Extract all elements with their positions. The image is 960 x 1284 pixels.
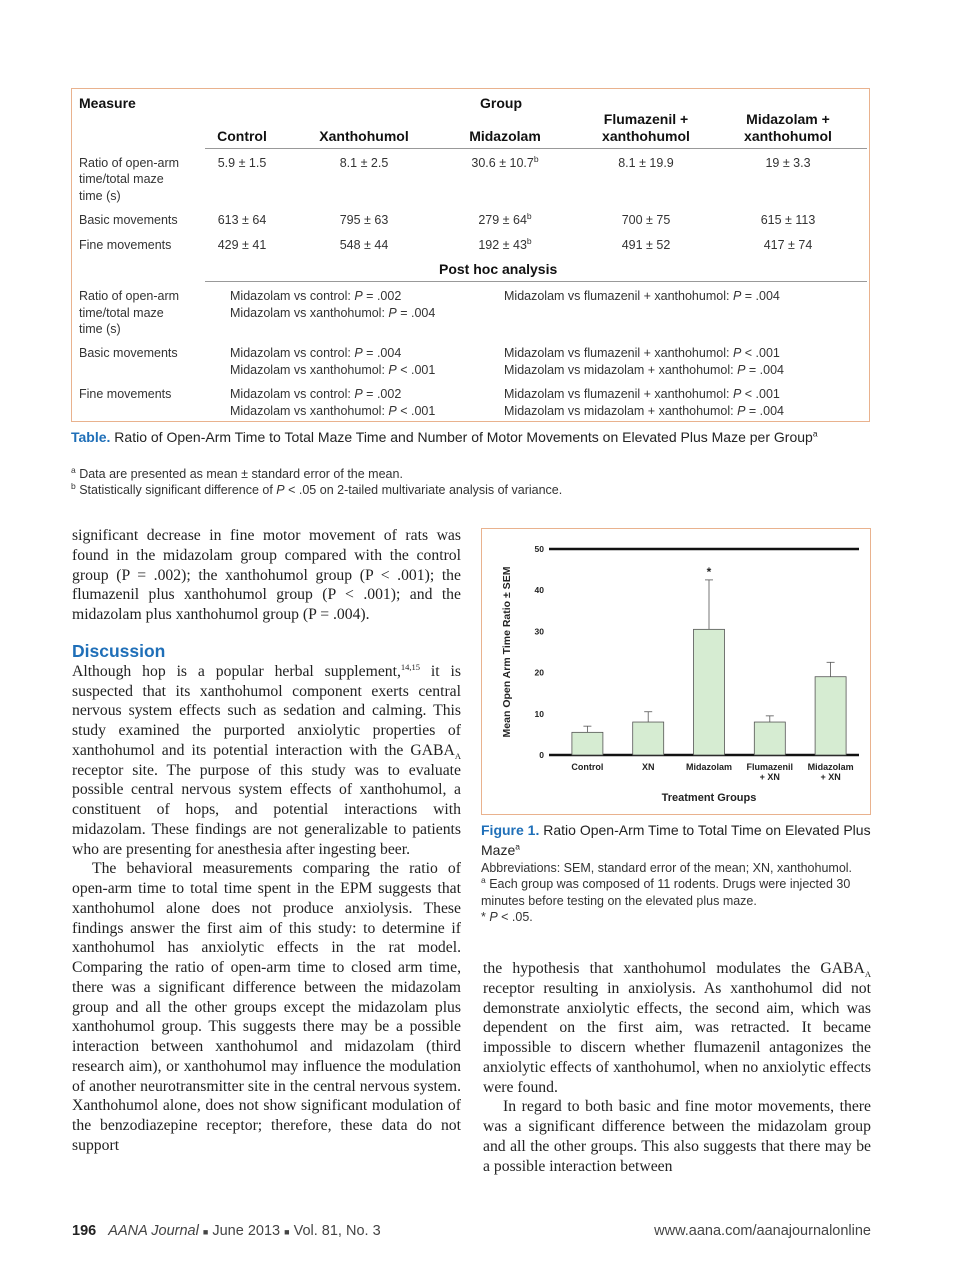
journal-url[interactable]: www.aana.com/aanajournalonline <box>654 1223 871 1239</box>
table-cell: 8.1 ± 19.9 <box>618 156 674 170</box>
table-cell: 613 ± 64 <box>217 213 267 227</box>
table-cell: 5.9 ± 1.5 <box>217 156 267 170</box>
x-axis-label: Treatment Groups <box>661 792 757 804</box>
posthoc-text: Midazolam vs control: P = .004 <box>230 346 402 360</box>
row-label-basic: Basic movements <box>79 213 178 227</box>
posthoc-text: Midazolam vs flumazenil + xanthohumol: P = .004 <box>504 289 780 303</box>
x-tick-label: XN <box>641 762 655 772</box>
paragraph: significant decrease in fine motor movement of rats was found in the midazolam group compared with the control group (P = .002); the xanthohumol group (P < .001); the flumazenil plus xanthohumol group (P < .001); and the midazolam plus xanthohumol group (P = .004). <box>72 527 461 623</box>
issue-date: June 2013 <box>212 1223 281 1239</box>
significance-marker: * <box>706 564 712 579</box>
table-footnote-a: $^a$ Data are presented as mean ± standard error of the mean. <box>71 464 403 481</box>
posthoc-text: Midazolam vs midazolam + xanthohumol: P = .004 <box>504 363 785 377</box>
left-column <box>72 526 461 1156</box>
cell-value: 30.6 ± 10.7 <box>471 156 534 170</box>
y-tick-label: 30 <box>534 626 544 637</box>
table-cell: 491 ± 52 <box>621 238 671 252</box>
results-table <box>71 88 870 422</box>
journal-name: AANA Journal <box>108 1223 199 1239</box>
y-tick-label: 20 <box>534 667 544 678</box>
posthoc-label-ratio-3: time (s) <box>79 322 121 336</box>
posthoc-label-fine: Fine movements <box>79 387 172 401</box>
posthoc-text: Midazolam vs flumazenil + xanthohumol: P < .001 <box>504 346 780 360</box>
bar <box>572 732 603 755</box>
table-cell: 548 ± 44 <box>339 238 389 252</box>
bar <box>815 677 846 755</box>
figure-caption-title: Ratio Open-Arm Time to Total Time on Elevated Plus Maze <box>481 822 871 858</box>
bar-chart <box>482 529 869 813</box>
table-caption: Table. Ratio of Open-Arm Time to Total Maze Time and Number of Motor Movements on Elevated Plus Maze per Group$^a$ <box>71 428 818 445</box>
figure-frame <box>481 528 871 815</box>
x-tick-label: Midazolam <box>807 762 854 772</box>
col-header-flumazenil-line2: xanthohumol <box>602 128 690 144</box>
x-tick-label: + XN <box>820 772 841 782</box>
posthoc-title: Post hoc analysis <box>439 261 558 277</box>
col-header-midaz-xn-line2: xanthohumol <box>744 128 832 144</box>
page-number: 196 <box>72 1223 97 1239</box>
table-caption-label: Table. <box>71 429 111 445</box>
col-header-midaz-xn-line1: Midazolam + <box>746 111 830 127</box>
posthoc-text: Midazolam vs control: P = .002 <box>230 387 402 401</box>
table-header-measure: Measure <box>79 95 136 111</box>
x-tick-label: Midazolam <box>685 762 733 772</box>
table-cell-sig <box>455 237 555 254</box>
row-label-ratio-2: time/total maze <box>79 172 164 186</box>
bar <box>633 722 664 755</box>
posthoc-text: Midazolam vs xanthohumol: P < .001 <box>230 404 436 418</box>
table-cell: 615 ± 113 <box>760 213 816 227</box>
posthoc-text: Midazolam vs flumazenil + xanthohumol: P < .001 <box>504 387 780 401</box>
row-label-ratio-1: Ratio of open-arm <box>79 156 180 170</box>
issue-volume: Vol. 81, No. 3 <box>293 1223 381 1239</box>
table-cell: 19 ± 3.3 <box>765 156 811 170</box>
col-header-xanthohumol: Xanthohumol <box>319 128 409 144</box>
col-header-flumazenil-line1: Flumazenil + <box>603 111 689 127</box>
cell-value: 279 ± 64 <box>478 213 527 227</box>
x-tick-label: Flumazenil <box>746 762 794 772</box>
table-cell-sig <box>455 155 555 172</box>
table-cell-sig <box>455 212 555 229</box>
figure-abbrev: Abbreviations: SEM, standard error of the mean; XN, xanthohumol. <box>481 861 853 875</box>
posthoc-text: Midazolam vs xanthohumol: P = .004 <box>230 306 436 320</box>
figure-note-a: $^a$ Each group was composed of 11 rodents. Drugs were injected 30 minutes before testing on the elevated plus maze. <box>481 874 851 908</box>
posthoc-label-ratio-2: time/total maze <box>79 306 164 320</box>
x-tick-label: + XN <box>759 772 780 782</box>
sig-marker: b <box>533 153 539 164</box>
sig-marker: b <box>526 210 532 221</box>
right-column <box>483 959 871 1176</box>
table-cell: 700 ± 75 <box>621 213 671 227</box>
table-cell: 8.1 ± 2.5 <box>339 156 389 170</box>
posthoc-text: Midazolam vs midazolam + xanthohumol: P = .004 <box>504 404 785 418</box>
y-tick-label: 0 <box>539 750 544 760</box>
figure-note-star: * P < .05. <box>481 910 533 924</box>
row-label-fine: Fine movements <box>79 238 172 252</box>
row-label-ratio-3: time (s) <box>79 189 121 203</box>
col-header-midazolam: Midazolam <box>469 128 541 144</box>
posthoc-text: Midazolam vs control: P = .002 <box>230 289 402 303</box>
y-tick-label: 10 <box>534 708 544 719</box>
figure-caption: Figure 1. Ratio Open-Arm Time to Total Time on Elevated Plus Maze$^a$ <box>481 822 871 858</box>
posthoc-text: Midazolam vs xanthohumol: P < .001 <box>230 363 436 377</box>
bar <box>694 629 725 755</box>
paragraph: Although hop is a popular herbal supplement,$^{14,15}$ it is suspected that its xanthohumol component exerts central nervous system effects such as sedation and calming. This study examined the purported anxiolytic properties of xanthohumol and its potential interaction with the $GABA_A$ receptor site. The purpose of this study was to evaluate possible central nervous system effects of xanthohumol, a constituent of hops, and potential interactions with midazolam. These findings are not generalizable to patients who are presenting for anesthesia after ingesting beer. <box>72 661 461 858</box>
sig-marker: b <box>526 235 532 246</box>
table-cell: 417 ± 74 <box>763 238 813 252</box>
x-tick-label: Control <box>571 762 604 772</box>
posthoc-rule <box>205 281 867 282</box>
col-header-control: Control <box>217 128 267 144</box>
y-tick-label: 40 <box>534 585 544 596</box>
section-heading-discussion: Discussion <box>72 640 166 661</box>
header-rule <box>205 148 867 149</box>
paragraph: In regard to both basic and fine motor movements, there was a significant difference between the midazolam group and all the other groups. This also suggests that there may be a possible interaction between <box>483 1098 871 1175</box>
table-cell: 795 ± 63 <box>339 213 389 227</box>
paragraph: The behavioral measurements comparing the ratio of open-arm time to total time spent in the EPM suggests that xanthohumol alone does not produce anxiolysis. These findings answer the first aim of this study: to determine if xanthohumol has anxiolytic effects in the rat model. Comparing the ratio of open-arm time to closed arm time, there was a significant difference between the midazolam group and all the other groups except the midazolam plus xanthohumol group. This suggests there may be a possible interaction between xanthohumol and midazolam (third research aim), or xanthohumol may influence the modulation of another neurotransmitter site in the central nervous system. Xanthohumol alone, does not show significant modulation of the benzodiazepine receptor; therefore, these data do not support <box>72 860 461 1154</box>
table-footnote-b: $^b$ Statistically significant difference of P < .05 on 2-tailed multivariate analysis of variance. <box>71 480 563 497</box>
bar <box>754 722 785 755</box>
y-tick-label: 50 <box>534 544 544 554</box>
y-axis-label: Mean Open Arm Time Ratio ± SEM <box>501 566 513 738</box>
paragraph: the hypothesis that xanthohumol modulates the $GABA_A$ receptor resulting in anxiolysis. As xanthohumol did not demonstrate anxiolytic effects, the second aim, which was dependent on the first aim, was retracted. It became impossible to discern whether flumazenil antagonizes the anxiolytic effects of xanthohumol, when no anxiolytic effects were found. <box>483 960 871 1096</box>
table-caption-title: Ratio of Open-Arm Time to Total Maze Time and Number of Motor Movements on Elevated Plus Maze per Group <box>110 429 813 445</box>
figure-caption-label: Figure 1. <box>481 822 540 838</box>
table-cell: 429 ± 41 <box>217 238 267 252</box>
page-footer: 196 AANA Journal ■ June 2013 ■ Vol. 81, No. 3 <box>72 1223 381 1239</box>
posthoc-label-ratio-1: Ratio of open-arm <box>79 289 180 303</box>
table-header-group: Group <box>480 95 522 111</box>
posthoc-label-basic: Basic movements <box>79 346 178 360</box>
cell-value: 192 ± 43 <box>478 238 527 252</box>
